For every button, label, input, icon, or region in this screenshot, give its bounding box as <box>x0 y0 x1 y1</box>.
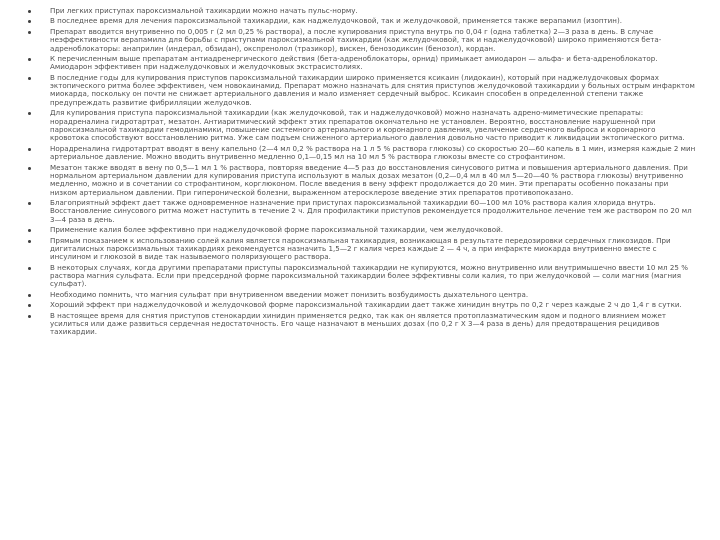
list-item <box>28 301 696 309</box>
bullet-icon <box>28 77 31 80</box>
list-item <box>28 199 696 224</box>
bullet-icon <box>28 240 31 243</box>
list-item <box>28 7 696 15</box>
bullet-icon <box>28 267 31 270</box>
bullet-list <box>28 7 696 339</box>
list-item-text: В последнее время для лечения пароксизмальной тахикардии, как наджелудочковой, так и желудочковой, применяется также верапамил (изоптин). <box>50 16 623 26</box>
list-item-text: Препарат вводится внутривенно по 0,005 г (2 мл 0,25 % раствора), а после купирования приступа внутрь по 0,04 г (одна таблетка) 2—3 раза в день. В случае неэффективности верапамила для борьбы с приступами пароксизмальной тахикардии (как желудочковой, так и наджелудочковой) широко применяются бета-адреноблокаторы: анаприлин (индерал, обзидан), окспренолол (тразикор), вискен, бенозодиксин (бенозол), кордан. <box>50 26 662 53</box>
list-item <box>28 109 696 142</box>
list-item <box>28 28 696 53</box>
list-item-text: Прямым показанием к использованию солей калия является пароксизмальная тахикардия, возникающая в результате передозировки сердечных гликозидов. При дигиталисных пароксизмальных тахикардиях рекомендуется назначить 1,5—2 г калия через каждые 2 — 4 ч, а при инфаркте миокарда внутривенно вместе с инсулином и глюкозой в виде так называемого поляризующего раствора. <box>50 235 671 262</box>
bullet-icon <box>28 58 31 61</box>
list-item-text: При легких приступах пароксизмальной тахикардии можно начать пульс-норму. <box>50 6 358 15</box>
list-item-text: В настоящее время для снятия приступов стенокардии хинидин применяется редко, так как он является протоплазматическим ядом и подного влиянием может усилиться или даже развиться сердечная недостаточность. Его чаще назначают в меньших дозах (по 0,2 г Х 3—4 раза в день) для предотвращения рецидивов тахикардии. <box>50 310 667 337</box>
list-item-text: Для купирования приступа пароксизмальной тахикардии (как желудочковой, так и наджелудочковой) можно назначать адрено-миметические препараты: норадреналина гидротартрат, мезатон. Антиаритмический эффект этих препаратов окончательно не установлен. Вероятно, восстановление нарушенной при пароксизмальной тахикардии гемодинамики, повышение системного артериального и коронарного давления, увеличение сердечного выброса и коронарного кровотока способствуют восстановлению ритма. Уже сам подъем сниженного артериального давления довольно часто приводит к ликвидации эктопического ритма. <box>50 108 685 143</box>
list-item <box>28 291 696 299</box>
bullet-icon <box>28 229 31 232</box>
list-item-text: Норадреналина гидротартрат вводят в вену капельно (2—4 мл 0,2 % раствора на 1 л 5 % раствора глюкозы) со скоростью 20—60 капель в 1 мин, измеряя каждые 2 мин артериальное давление. Можно вводить внутривенно медленно 0,1—0,15 мл на 10 мл 5 % раствора глюкозы вместе со строфантином. <box>50 143 696 162</box>
bullet-icon <box>28 315 31 318</box>
list-item <box>28 74 696 107</box>
bullet-icon <box>28 112 31 115</box>
list-item-text: К перечисленным выше препаратам антиадренергического действия (бета-адреноблокаторы, орнид) примыкает амиодарон — альфа- и бета-адреноблокатор. Амиодарон эффективен при наджелудочковых и желудочковых экстрасистолиях. <box>50 54 658 72</box>
list-item-text: Необходимо помнить, что магния сульфат при внутривенном введении может понизить возбудимость дыхательного центра. <box>50 289 529 299</box>
list-item <box>28 226 696 234</box>
list-item <box>28 237 696 262</box>
bullet-icon <box>28 20 31 23</box>
bullet-icon <box>28 304 31 307</box>
list-item <box>28 164 696 197</box>
list-item-text: Мезатон также вводят в вену по 0,5—1 мл 1 % раствора, повторяя введение 4—5 раз до восстановления синусового ритма и повышения артериального давления. При нормальном артериальном давлении для купирования приступа используют в малых дозах мезатон (0,2—0,4 мл в 40 мл 5—20—40 % раствора глюкозы) внутривенно медленно, можно и в сочетании со строфантином, корглюконом. После введения в вену эффект продолжается до 20 мин. Эти препараты особенно показаны при низком артериальном давлении. При гиперонической болезни, выраженном атеросклерозе введение этих препаратов противопоказано. <box>50 162 688 197</box>
list-item <box>28 17 696 25</box>
list-item-text: Благоприятный эффект дает также одновременное назначение при приступах пароксизмальной тахикардии 60—100 мл 10% раствора калия хлорида внутрь. Восстановление синусового ритма может наступить в течение 2 ч. Для профилактики приступов рекомендуется продолжительное лечение тем же раствором по 20 мл 3—4 раза в день. <box>50 197 692 224</box>
bullet-icon <box>28 202 31 205</box>
list-item <box>28 312 696 337</box>
bullet-icon <box>28 10 31 13</box>
list-item-text: Хороший эффект при наджелудочковой и желудочковой форме пароксизмальной тахикардии дает также хинидин внутрь по 0,2 г через каждые 2 ч до 1,4 г в сутки. <box>50 300 682 310</box>
bullet-icon <box>28 148 31 151</box>
list-item <box>28 55 696 72</box>
list-item-text: В некоторых случаях, когда другими препаратами приступы пароксизмальной тахикардии не купируются, можно внутривенно или внутримышечно ввести 10 мл 25 % раствора магния сульфата. Если при предсердной форме пароксизмальной тахикардии более эффективны соли калия, то при желудочковой — соли магния (магния сульфат). <box>50 262 688 289</box>
bullet-icon <box>28 167 31 170</box>
list-item-text: Применение калия более эффективно при наджелудочковой форме пароксизмальной тахикардии, чем желудочковой. <box>50 225 504 235</box>
bullet-icon <box>28 294 31 297</box>
bullet-icon <box>28 31 31 34</box>
list-item-text: В последние годы для купирования приступов пароксизмальной тахикардии широко применяется ксикаин (лидокаин), который при наджелудочковых формах эктопического ритма более эффективен, чем новокаинамид. Препарат можно назначать для снятия приступов желудочковой тахикардии у больных острым инфарктом миокарда, поскольку он почти не снижает артериального давления и мало изменяет сердечный выброс. Ксикаин способен в определенной степени также предупреждать развитие фибрилляции желудочков. <box>50 72 695 107</box>
list-item <box>28 145 696 162</box>
list-item <box>28 264 696 289</box>
